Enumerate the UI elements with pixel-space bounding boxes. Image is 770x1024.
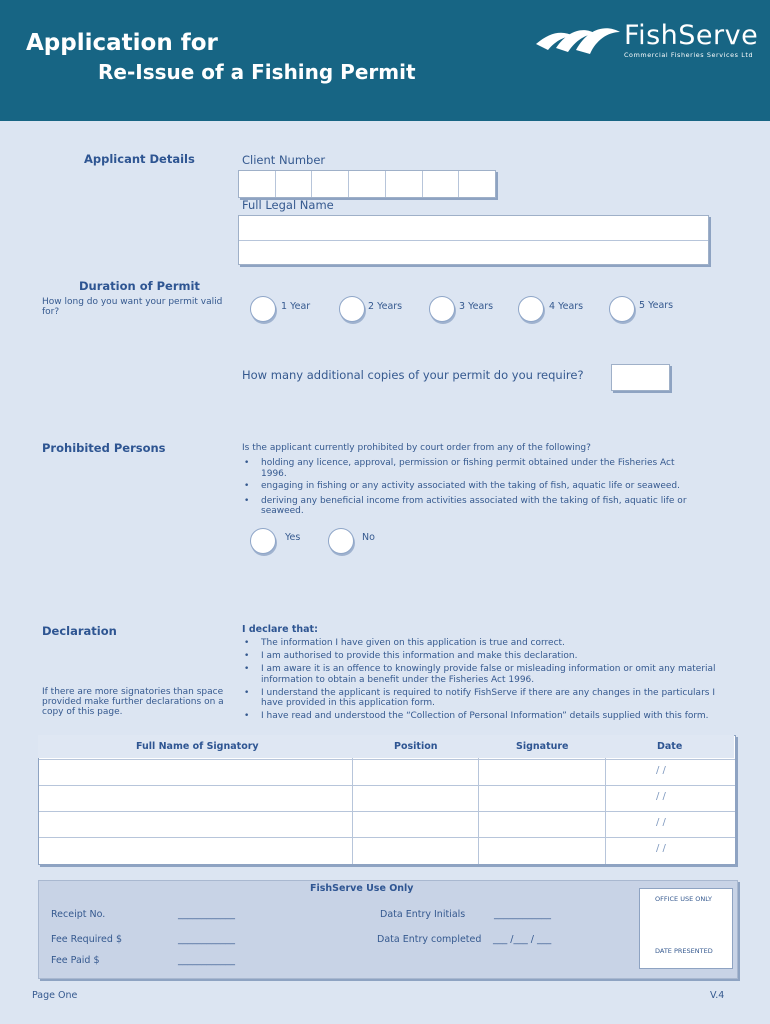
column-header-name: Full Name of Signatory (136, 741, 259, 752)
copies-question: How many additional copies of your permit do you require? (242, 368, 584, 382)
logo-subtitle: Commercial Fisheries Services Ltd (624, 51, 754, 59)
digit-cell[interactable] (276, 171, 313, 197)
office-use-title: FishServe Use Only (310, 883, 414, 894)
label-3-years: 3 Years (459, 301, 494, 312)
logo-name: FishServe (624, 20, 759, 51)
client-number-label: Client Number (242, 153, 326, 167)
label-5-years: 5 Years (639, 300, 674, 311)
declaration-list (242, 638, 726, 722)
label-2-years: 2 Years (368, 301, 403, 312)
page-subtitle: Re-Issue of a Fishing Permit (98, 60, 416, 84)
prohibited-item: • holding any licence, approval, permission or fishing permit obtained under the Fisheries Act 1996. (242, 458, 702, 479)
prohibited-list (242, 458, 702, 517)
section-duration: Duration of Permit (79, 279, 200, 293)
full-name-divider (239, 240, 708, 241)
digit-cell[interactable] (349, 171, 386, 197)
section-declaration: Declaration (42, 624, 117, 638)
version-label: V.4 (710, 990, 725, 1001)
radio-prohibited-no[interactable] (328, 528, 354, 554)
label-1-year: 1 Year (281, 301, 311, 312)
client-number-input[interactable] (238, 170, 496, 198)
signatory-name-cell[interactable] (39, 785, 351, 810)
declaration-item: • The information I have given on this application is true and correct. (242, 638, 726, 649)
office-use-panel (38, 880, 738, 979)
full-name-label: Full Legal Name (242, 198, 334, 212)
declaration-item: • I understand the applicant is required to notify FishServe if there are any changes in the particulars I have provided in this application form. (242, 688, 726, 709)
label-no: No (362, 532, 375, 543)
digit-cell[interactable] (312, 171, 349, 197)
digit-cell[interactable] (423, 171, 460, 197)
radio-3-years[interactable] (429, 296, 455, 322)
label-4-years: 4 Years (549, 301, 584, 312)
date-cell[interactable]: / / (656, 765, 666, 776)
fee-required-blank: ____________ (178, 934, 235, 945)
signatory-name-cell[interactable] (39, 811, 351, 836)
fee-paid-label: Fee Paid $ (51, 955, 100, 966)
declaration-heading: I declare that: (242, 624, 318, 635)
date-presented-label: DATE PRESENTED (655, 947, 713, 955)
date-cell[interactable]: / / (656, 843, 666, 854)
section-applicant-details: Applicant Details (84, 152, 195, 166)
declaration-item: • I have read and understood the “Collection of Personal Information” details supplied with this form. (242, 711, 726, 722)
section-prohibited-persons: Prohibited Persons (42, 441, 166, 455)
column-header-position: Position (394, 741, 438, 752)
fishserve-logo-icon (536, 22, 622, 56)
prohibited-item: • deriving any beneficial income from activities associated with the taking of fish, aquatic life or seaweed. (242, 496, 702, 517)
full-name-input[interactable] (238, 215, 709, 265)
signatory-name-cell[interactable] (39, 759, 351, 784)
receipt-blank: ____________ (178, 909, 235, 920)
receipt-label: Receipt No. (51, 909, 106, 920)
digit-cell[interactable] (459, 171, 495, 197)
fee-required-label: Fee Required $ (51, 934, 122, 945)
duration-question: How long do you want your permit valid for? (42, 297, 223, 317)
declaration-note: If there are more signatories than space provided make further declarations on a copy of this page. (42, 687, 224, 717)
data-entry-initials-label: Data Entry Initials (380, 909, 466, 920)
copies-input[interactable] (611, 364, 670, 391)
digit-cell[interactable] (239, 171, 276, 197)
date-cell[interactable]: / / (656, 817, 666, 828)
radio-5-years[interactable] (609, 296, 635, 322)
column-header-date: Date (657, 741, 683, 752)
prohibited-question: Is the applicant currently prohibited by court order from any of the following? (242, 443, 591, 453)
radio-prohibited-yes[interactable] (250, 528, 276, 554)
data-entry-completed-blank: ___ /___ / ___ (493, 934, 552, 945)
radio-2-years[interactable] (339, 296, 365, 322)
declaration-item: • I am aware it is an offence to knowingly provide false or misleading information or omit any material information to obtain a benefit under the Fisheries Act 1996. (242, 664, 726, 685)
data-entry-completed-label: Data Entry completed (377, 934, 482, 945)
office-use-stamp-box (639, 888, 733, 969)
column-header-signature: Signature (516, 741, 569, 752)
date-cell[interactable]: / / (656, 791, 666, 802)
declaration-item: • I am authorised to provide this information and make this declaration. (242, 651, 726, 662)
radio-4-years[interactable] (518, 296, 544, 322)
digit-cell[interactable] (386, 171, 423, 197)
signatory-table-header (38, 735, 734, 758)
page-title: Application for (26, 30, 218, 56)
page-number: Page One (32, 990, 78, 1001)
fee-paid-blank: ____________ (178, 955, 235, 966)
office-use-only-label: OFFICE USE ONLY (655, 895, 712, 903)
radio-1-year[interactable] (250, 296, 276, 322)
signatory-name-cell[interactable] (39, 837, 351, 862)
label-yes: Yes (285, 532, 301, 543)
prohibited-item: • engaging in fishing or any activity associated with the taking of fish, aquatic life or seaweed. (242, 481, 702, 492)
data-entry-initials-blank: ____________ (494, 909, 551, 920)
